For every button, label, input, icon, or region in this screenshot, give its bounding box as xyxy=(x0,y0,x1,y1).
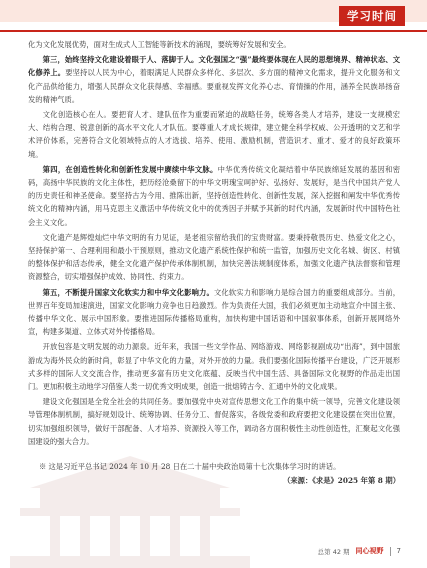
paragraph-text: 开放包容是文明发展的动力源泉。近年来，我国一些文学作品、网络游戏、网络影视剧成功“出海”，到中国旅游成为海外民众的新时尚，彰显了中华文化的力量，对外开放的力量。我们要强化国际传播平台建设，广泛开展形式多样的国际人文交流合作，推动更多富有历史文化底蕴、反映当代中国生活、具备国际文化视野的作品走出国门。更加积极主动地学习借鉴人类一切优秀文明成果，创造一批熔铸古今、汇通中外的文化成果。 xyxy=(28,342,400,392)
paragraph-text: 要坚持以人民为中心，着眼满足人民群众多样化、多层次、多方面的精神文化需求，提升文化服务和文化产品供给能力，增强人民群众文化获得感、幸福感。要重视发挥文化养心志、育情操的作用，涵养全民族昂扬奋发的精神气质。 xyxy=(28,68,401,104)
speech-note: ※ 这是习近平总书记 2024 年 10 月 28 日在二十届中央政治局第十七次集体学习时的讲话。 xyxy=(38,462,341,472)
paragraph xyxy=(28,286,400,339)
paragraph-text: 中华优秀传统文化凝结着中华民族绵延发展的基因和密码，高扬中华民族的文化主体性，把历经沧桑留下的中华文明瑰宝呵护好、弘扬好、发展好，是当代中国共产党人的历史责任和神圣使命。要坚持古为今用、推陈出新，坚持创造性转化、创新性发展，深入挖掘和阐发中华优秀传统文化的精神内涵，用马克思主义激活中华传统文化中的优秀因子并赋予其新的时代内涵，发展新时代中国特色社会主义文化。 xyxy=(28,164,401,227)
paragraph xyxy=(28,108,400,161)
paragraph-text: 文化遗产是辉煌灿烂中华文明的有力见证，是老祖宗留给我们的宝贵财富。要秉持敬畏历史、热爱文化之心，坚持保护第一、合理利用和最小干预原则，推动文化遗产系统性保护和统一监管，加强历史文化名城、街区、村镇的整体保护和活态传承，健全文化遗产保护传承体制机制，加快完善法规制度体系，加强文化遗产执法督察和管理资源整合，切实增强保护成效、协同性、约束力。 xyxy=(28,232,400,282)
footer-divider xyxy=(390,547,391,556)
article-body xyxy=(28,38,400,488)
issue-number: 总第 42 期 xyxy=(317,547,350,556)
paragraph xyxy=(28,395,400,448)
paragraph xyxy=(28,38,400,51)
page-number: 7 xyxy=(396,547,401,555)
source-citation: （来源：《求是》2025 年第 8 期） xyxy=(283,476,400,486)
header-rule xyxy=(0,30,427,32)
paragraph-lead: 第四，在创造性转化和创新性发展中赓续中华文脉。 xyxy=(42,164,218,174)
paragraph-text: 文化软实力和影响力是综合国力的重要组成部分。当前，世界百年变局加速演进，国家文化影响力竞争也日趋激烈。作为负责任大国，我们必须更加主动地宣介中国主张、传播中华文化、展示中国形象。要推进国际传播格局重构，加快构建中国话语和中国叙事体系，创新开展网络外宣，构建多渠道、立体式对外传播格局。 xyxy=(28,287,401,337)
column-label: 学习时间 xyxy=(339,6,405,26)
paragraph xyxy=(28,163,400,229)
paragraph xyxy=(28,340,400,393)
paragraph-lead: 第五，不断提升国家文化软实力和中华文化影响力。 xyxy=(42,287,214,297)
magazine-name: 同心视野 xyxy=(355,547,384,555)
paragraph-lead: 第三，始终坚持文化建设着眼于人、落脚于人。文化强国之“强”最终要体现在人民的思想境界、精神状态、文化修养上。 xyxy=(28,55,400,78)
page-footer xyxy=(318,544,401,558)
paragraph-text: 化为文化发展优势，面对生成式人工智能等新技术的涌现，要统筹好发展和安全。 xyxy=(28,40,291,49)
paragraph-text: 文化创造核心在人。要把育人才、建队伍作为重要而紧迫的战略任务，统筹各类人才培养，建设一支规模宏大、结构合理、锐意创新的高水平文化人才队伍。要尊重人才成长规律，建立健全科学权威、公开透明的文艺和学术评价体系，完善符合文化领域特点的人才选拔、培养、使用、激励机制，营造识才、重才、爱才的良好政策环境。 xyxy=(28,110,400,159)
paragraph xyxy=(28,53,400,106)
paragraph xyxy=(28,231,400,284)
paragraph-text: 建设文化强国是全党全社会的共同任务。要加强党中央对宣传思想文化工作的集中统一领导，完善文化建设领导管理体制机制，搞好规划设计、统筹协调、任务分工、督促落实，各级党委和政府要把文化建设摆在突出位置，切实加强组织领导，做好干部配备、人才培养、资源投入等工作，调动各方面积极性主动性创造性，汇聚起文化强国建设的强大合力。 xyxy=(28,397,400,446)
